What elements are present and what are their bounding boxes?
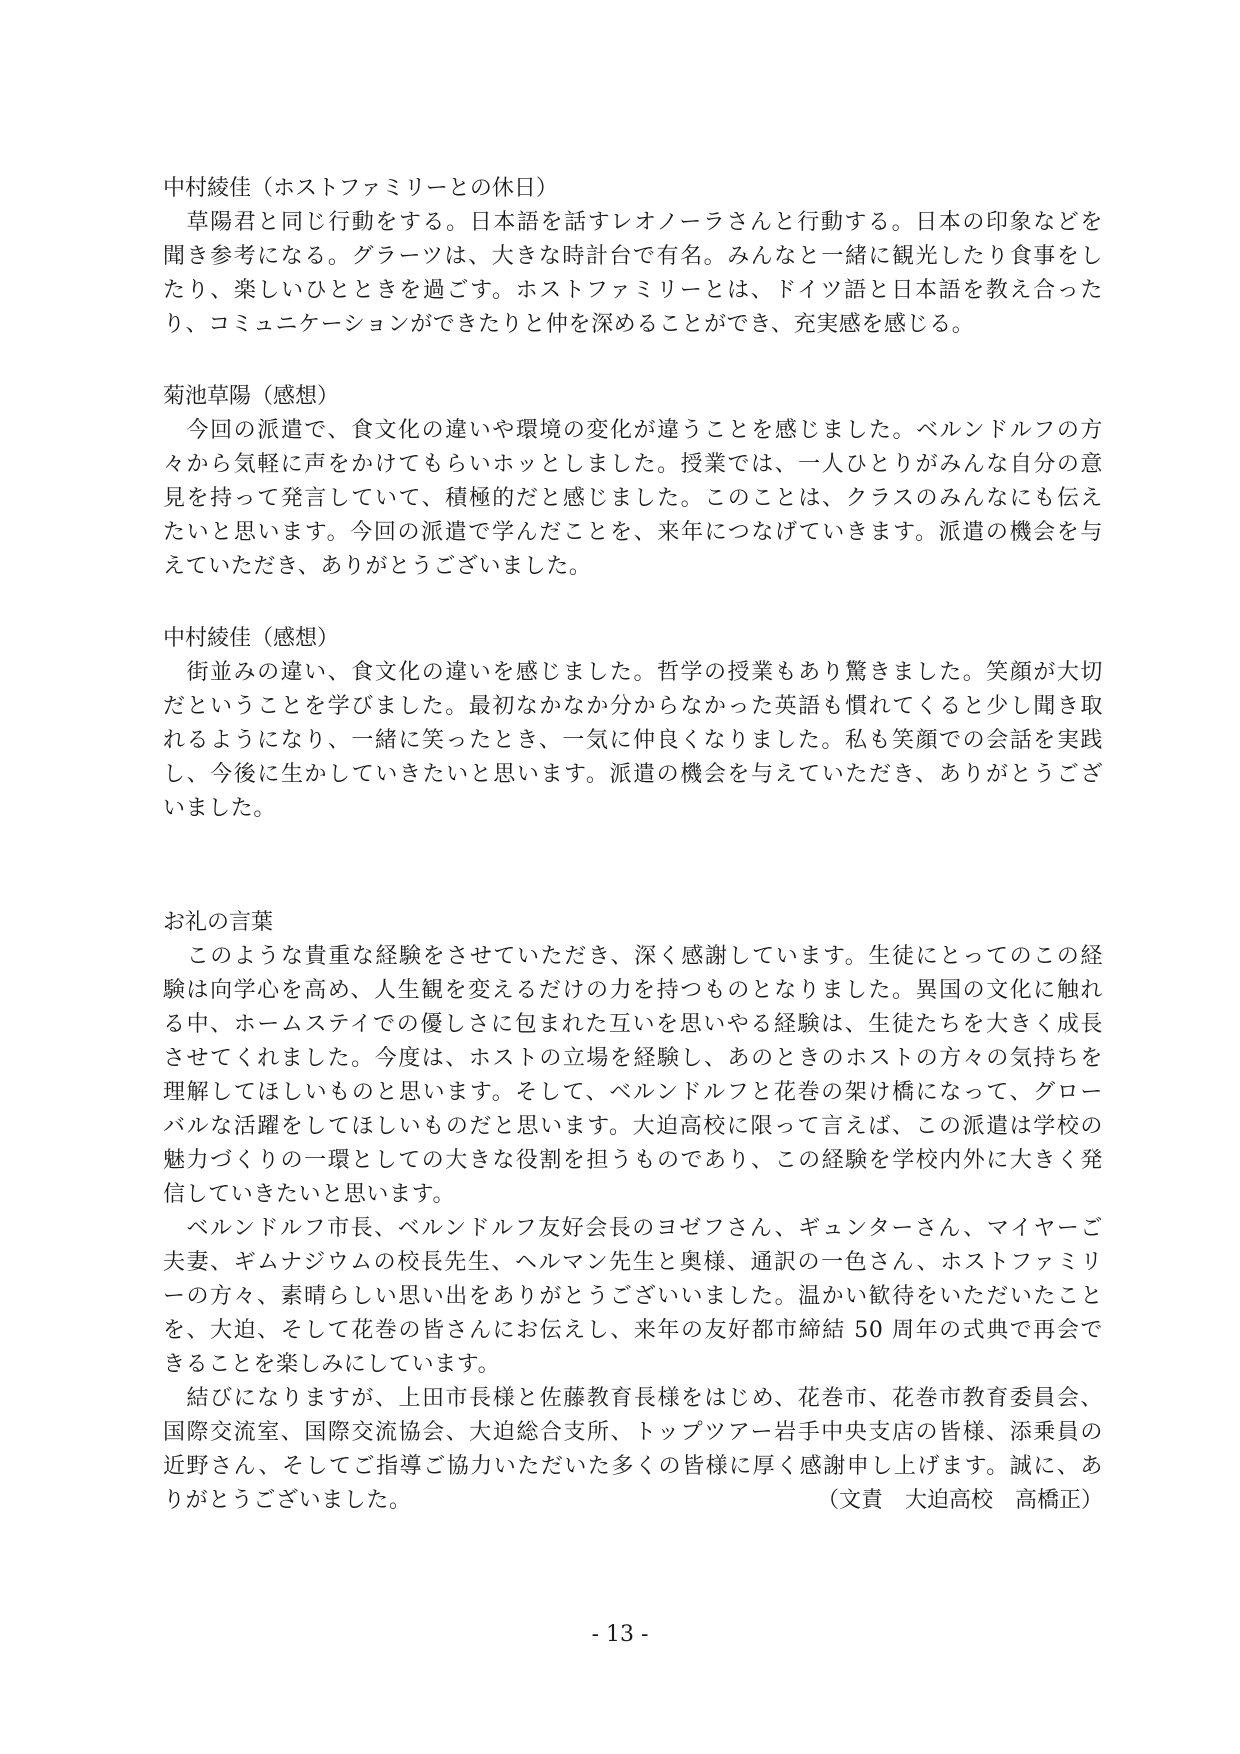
author-credit: （文責 大迫高校 高橋正） bbox=[816, 1488, 1103, 1513]
section-kikuchi-impressions bbox=[163, 380, 1103, 584]
paragraph-line: 魅力づくりの一環としての大きな役割を担うものであり、この経験を学校内外に大きく発 bbox=[163, 1148, 1103, 1173]
paragraph-line: 夫妻、ギムナジウムの校長先生、ヘルマン先生と奥様、通訳の一色さん、ホストファミリ bbox=[163, 1250, 1103, 1275]
paragraph-line: ーの方々、素晴らしい思い出をありがとうございいました。温かい歓待をいただいたこと bbox=[163, 1284, 1103, 1309]
paragraph-line: 結びになりますが、上田市長様と佐藤教育長様をはじめ、花巻市、花巻市教育委員会、 bbox=[163, 1386, 1103, 1411]
paragraph-line: りがとうございました。 bbox=[163, 1488, 412, 1513]
section-heading: 中村綾佳（感想） bbox=[163, 626, 340, 651]
paragraph-line: 見を持って発言していて、積極的だと感じました。このことは、クラスのみんなにも伝え bbox=[163, 486, 1103, 511]
section-host-family-holiday bbox=[163, 172, 1103, 342]
paragraph-line: ベルンドルフ市長、ベルンドルフ友好会長のヨゼフさん、ギュンターさん、マイヤーご bbox=[163, 1216, 1103, 1241]
paragraph-line: きることを楽しみにしています。 bbox=[163, 1352, 501, 1377]
paragraph-line: し、今後に生かしていきたいと思います。派遣の機会を与えていただき、ありがとうござ bbox=[163, 762, 1103, 787]
paragraph-line: 験は向学心を高め、人生観を変えるだけの力を持つものとなりました。異国の文化に触れ bbox=[163, 978, 1103, 1003]
section-heading: お礼の言葉 bbox=[163, 910, 274, 935]
paragraph-line: たいと思います。今回の派遣で学んだことを、来年につなげていきます。派遣の機会を与 bbox=[163, 520, 1103, 545]
paragraph-line: 近野さん、そしてご指導ご協力いただいた多くの皆様に厚く感謝申し上げます。誠に、あ bbox=[163, 1454, 1103, 1479]
paragraph-line: だということを学びました。最初なかなか分からなかった英語も慣れてくると少し聞き取 bbox=[163, 694, 1103, 719]
section-heading: 中村綾佳（ホストファミリーとの休日） bbox=[163, 176, 558, 201]
paragraph-line: 街並みの違い、食文化の違いを感じました。哲学の授業もあり驚きました。笑顔が大切 bbox=[163, 660, 1103, 685]
paragraph-line: 草陽君と同じ行動をする。日本語を話すレオノーラさんと行動する。日本の印象などを bbox=[163, 210, 1103, 235]
paragraph-line: 々から気軽に声をかけてもらいホッとしました。授業では、一人ひとりがみんな自分の意 bbox=[163, 452, 1103, 477]
page-number: - 13 - bbox=[591, 1622, 649, 1647]
paragraph-line: る中、ホームステイでの優しさに包まれた互いを思いやる経験は、生徒たちを大きく成長 bbox=[163, 1012, 1103, 1037]
paragraph-line: 信していきたいと思います。 bbox=[163, 1182, 456, 1207]
paragraph-line: えていただき、ありがとうございました。 bbox=[163, 554, 592, 579]
paragraph-line: させてくれました。今度は、ホストの立場を経験し、あのときのホストの方々の気持ちを bbox=[163, 1046, 1103, 1071]
paragraph-line: 理解してほしいものと思います。そして、ベルンドルフと花巻の架け橋になって、グロー bbox=[163, 1080, 1103, 1105]
paragraph-line: このような貴重な経験をさせていただき、深く感謝しています。生徒にとってのこの経 bbox=[163, 944, 1103, 969]
closing-line-row bbox=[163, 1484, 1103, 1518]
paragraph-line: バルな活躍をしてほしいものだと思います。大迫高校に限って言えば、この派遣は学校の bbox=[163, 1114, 1103, 1139]
paragraph-line: いました。 bbox=[163, 796, 277, 821]
section-words-of-thanks bbox=[163, 906, 1103, 1518]
paragraph-line: 今回の派遣で、食文化の違いや環境の変化が違うことを感じました。ベルンドルフの方 bbox=[163, 418, 1103, 443]
section-nakamura-impressions bbox=[163, 622, 1103, 826]
paragraph-line: たり、楽しいひとときを過ごす。ホストファミリーとは、ドイツ語と日本語を教え合った bbox=[163, 278, 1103, 303]
paragraph-line: 聞き参考になる。グラーツは、大きな時計台で有名。みんなと一緒に観光したり食事をし bbox=[163, 244, 1103, 269]
paragraph-line: れるようになり、一緒に笑ったとき、一気に仲良くなりました。私も笑顔での会話を実践 bbox=[163, 728, 1103, 753]
paragraph-line: 国際交流室、国際交流協会、大迫総合支所、トップツアー岩手中央支店の皆様、添乗員の bbox=[163, 1420, 1103, 1445]
paragraph-line: り、コミュニケーションができたりと仲を深めることができ、充実感を感じる。 bbox=[163, 312, 975, 337]
paragraph-line: を、大迫、そして花巻の皆さんにお伝えし、来年の友好都市締結 50 周年の式典で再会で bbox=[163, 1318, 1103, 1343]
section-heading: 菊池草陽（感想） bbox=[163, 384, 340, 409]
